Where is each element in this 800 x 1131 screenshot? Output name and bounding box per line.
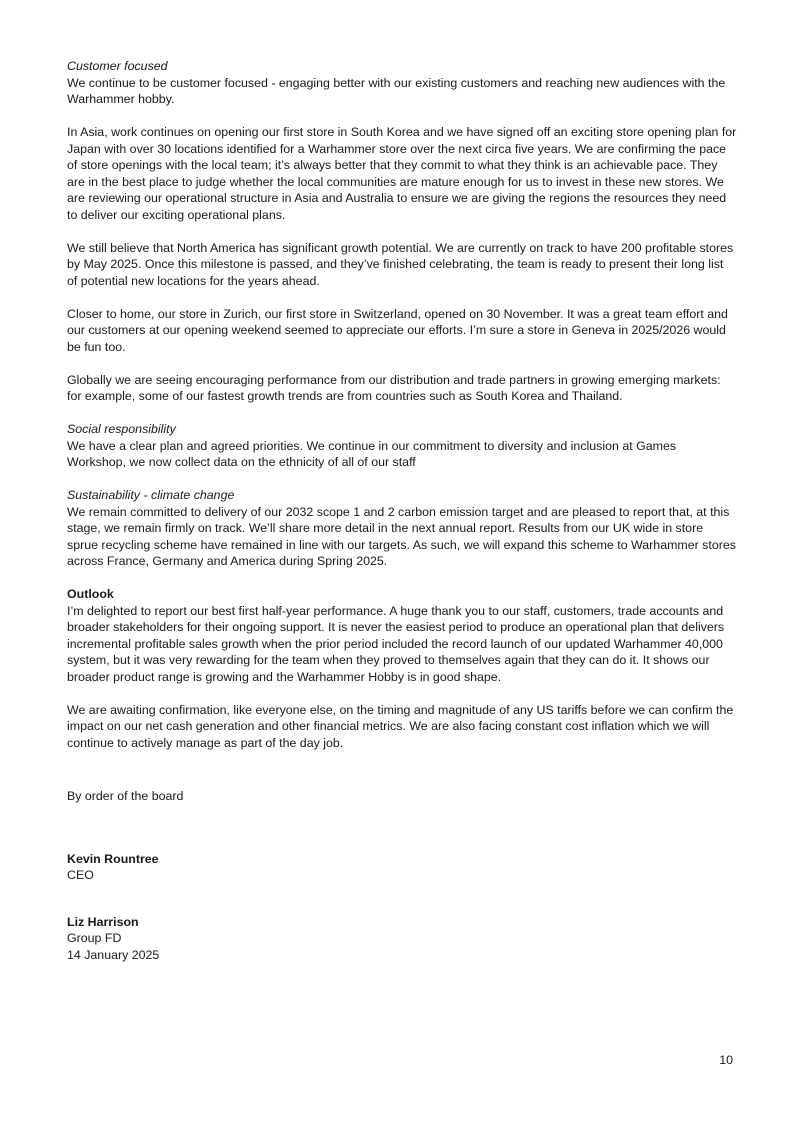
outlook-heading: Outlook <box>67 587 114 601</box>
social-responsibility-para <box>67 421 737 471</box>
section-outlook <box>67 586 737 751</box>
north-america-paragraph: We still believe that North America has significant growth potential. We are currently on track to have 200 profitable stores by May 2025. Once this milestone is passed, and they’ve finished celebrating, the team is ready to present their long list of potential new locations for the years ahead. <box>67 240 734 288</box>
document-body <box>67 58 737 963</box>
signatory-title-1: CEO <box>67 868 94 882</box>
social-responsibility-body: We have a clear plan and agreed priorities. We continue in our commitment to diversity and inclusion at Games Workshop, we now collect data on the ethnicity of all of our staff <box>67 438 677 469</box>
zurich-paragraph: Closer to home, our store in Zurich, our first store in Switzerland, opened on 30 November. It was a great team effort and our customers at our opening weekend seemed to appreciate our efforts. I’m sure a store in Geneva in 2025/2026 would be fun too. <box>67 306 728 354</box>
sustainability-heading: Sustainability - climate change <box>67 488 235 502</box>
outlook-body-1: I’m delighted to report our best first half-year performance. A huge thank you to our staff, customers, trade accounts and broader stakeholders for their ongoing support. It is never the easiest period to produce an operational plan that delivers incremental profitable sales growth when the prior period included the record launch of our updated Warhammer 40,000 system, but it was very rewarding for the team when they proved to themselves again that they can do it. It shows our broader product range is growing and the Warhammer Hobby is in good shape. <box>67 603 725 684</box>
signature-block-2 <box>67 914 737 964</box>
outlook-body-2: We are awaiting confirmation, like everyone else, on the timing and magnitude of any US tariffs before we can confirm the impact on our net cash generation and other financial metrics. We are also facing constant cost inflation which we will continue to actively manage as part of the day job. <box>67 702 734 750</box>
social-responsibility-heading: Social responsibility <box>67 422 176 436</box>
section-social-responsibility <box>67 421 737 471</box>
section-sustainability <box>67 487 737 570</box>
page-number: 10 <box>719 1053 733 1067</box>
section-customer-focused <box>67 58 737 405</box>
signature-block-1 <box>67 851 737 884</box>
signatory-title-2: Group FD <box>67 931 122 945</box>
by-order-of-board: By order of the board <box>67 788 184 803</box>
sustainability-body: We remain committed to delivery of our 2032 scope 1 and 2 carbon emission target and are pleased to report that, at this stage, we remain firmly on track. We’ll share more detail in the next annual report. Results from our UK wide in store sprue recycling scheme have remained in line with our targets. As such, we will expand this scheme to Warhammer stores across France, Germany and America during Spring 2025. <box>67 504 736 568</box>
customer-focused-para <box>67 58 737 108</box>
signatory-name-2: Liz Harrison <box>67 914 139 929</box>
sustainability-para <box>67 487 737 570</box>
asia-paragraph: In Asia, work continues on opening our first store in South Korea and we have signed off an exciting store opening plan for Japan with over 30 locations identified for a Warhammer store over the next circa five years. We are confirming the pace of store openings with the local team; it’s always better that they commit to what they think is an achievable pace. They are in the best place to judge whether the local communities are mature enough for us to invest in these new stores. We are reviewing our operational structure in Asia and Australia to ensure we are giving the regions the resources they need to deliver our exciting operational plans. <box>67 125 737 222</box>
customer-focused-intro: We continue to be customer focused - engaging better with our existing customers and reaching new audiences with the Warhammer hobby. <box>67 75 726 106</box>
signatory-name-1: Kevin Rountree <box>67 851 159 866</box>
outlook-para <box>67 586 737 685</box>
global-paragraph: Globally we are seeing encouraging performance from our distribution and trade partners in growing emerging markets: for example, some of our fastest growth trends are from countries such as South Korea and Thailand. <box>67 372 721 403</box>
customer-focused-heading: Customer focused <box>67 59 168 73</box>
signature-date: 14 January 2025 <box>67 947 160 962</box>
